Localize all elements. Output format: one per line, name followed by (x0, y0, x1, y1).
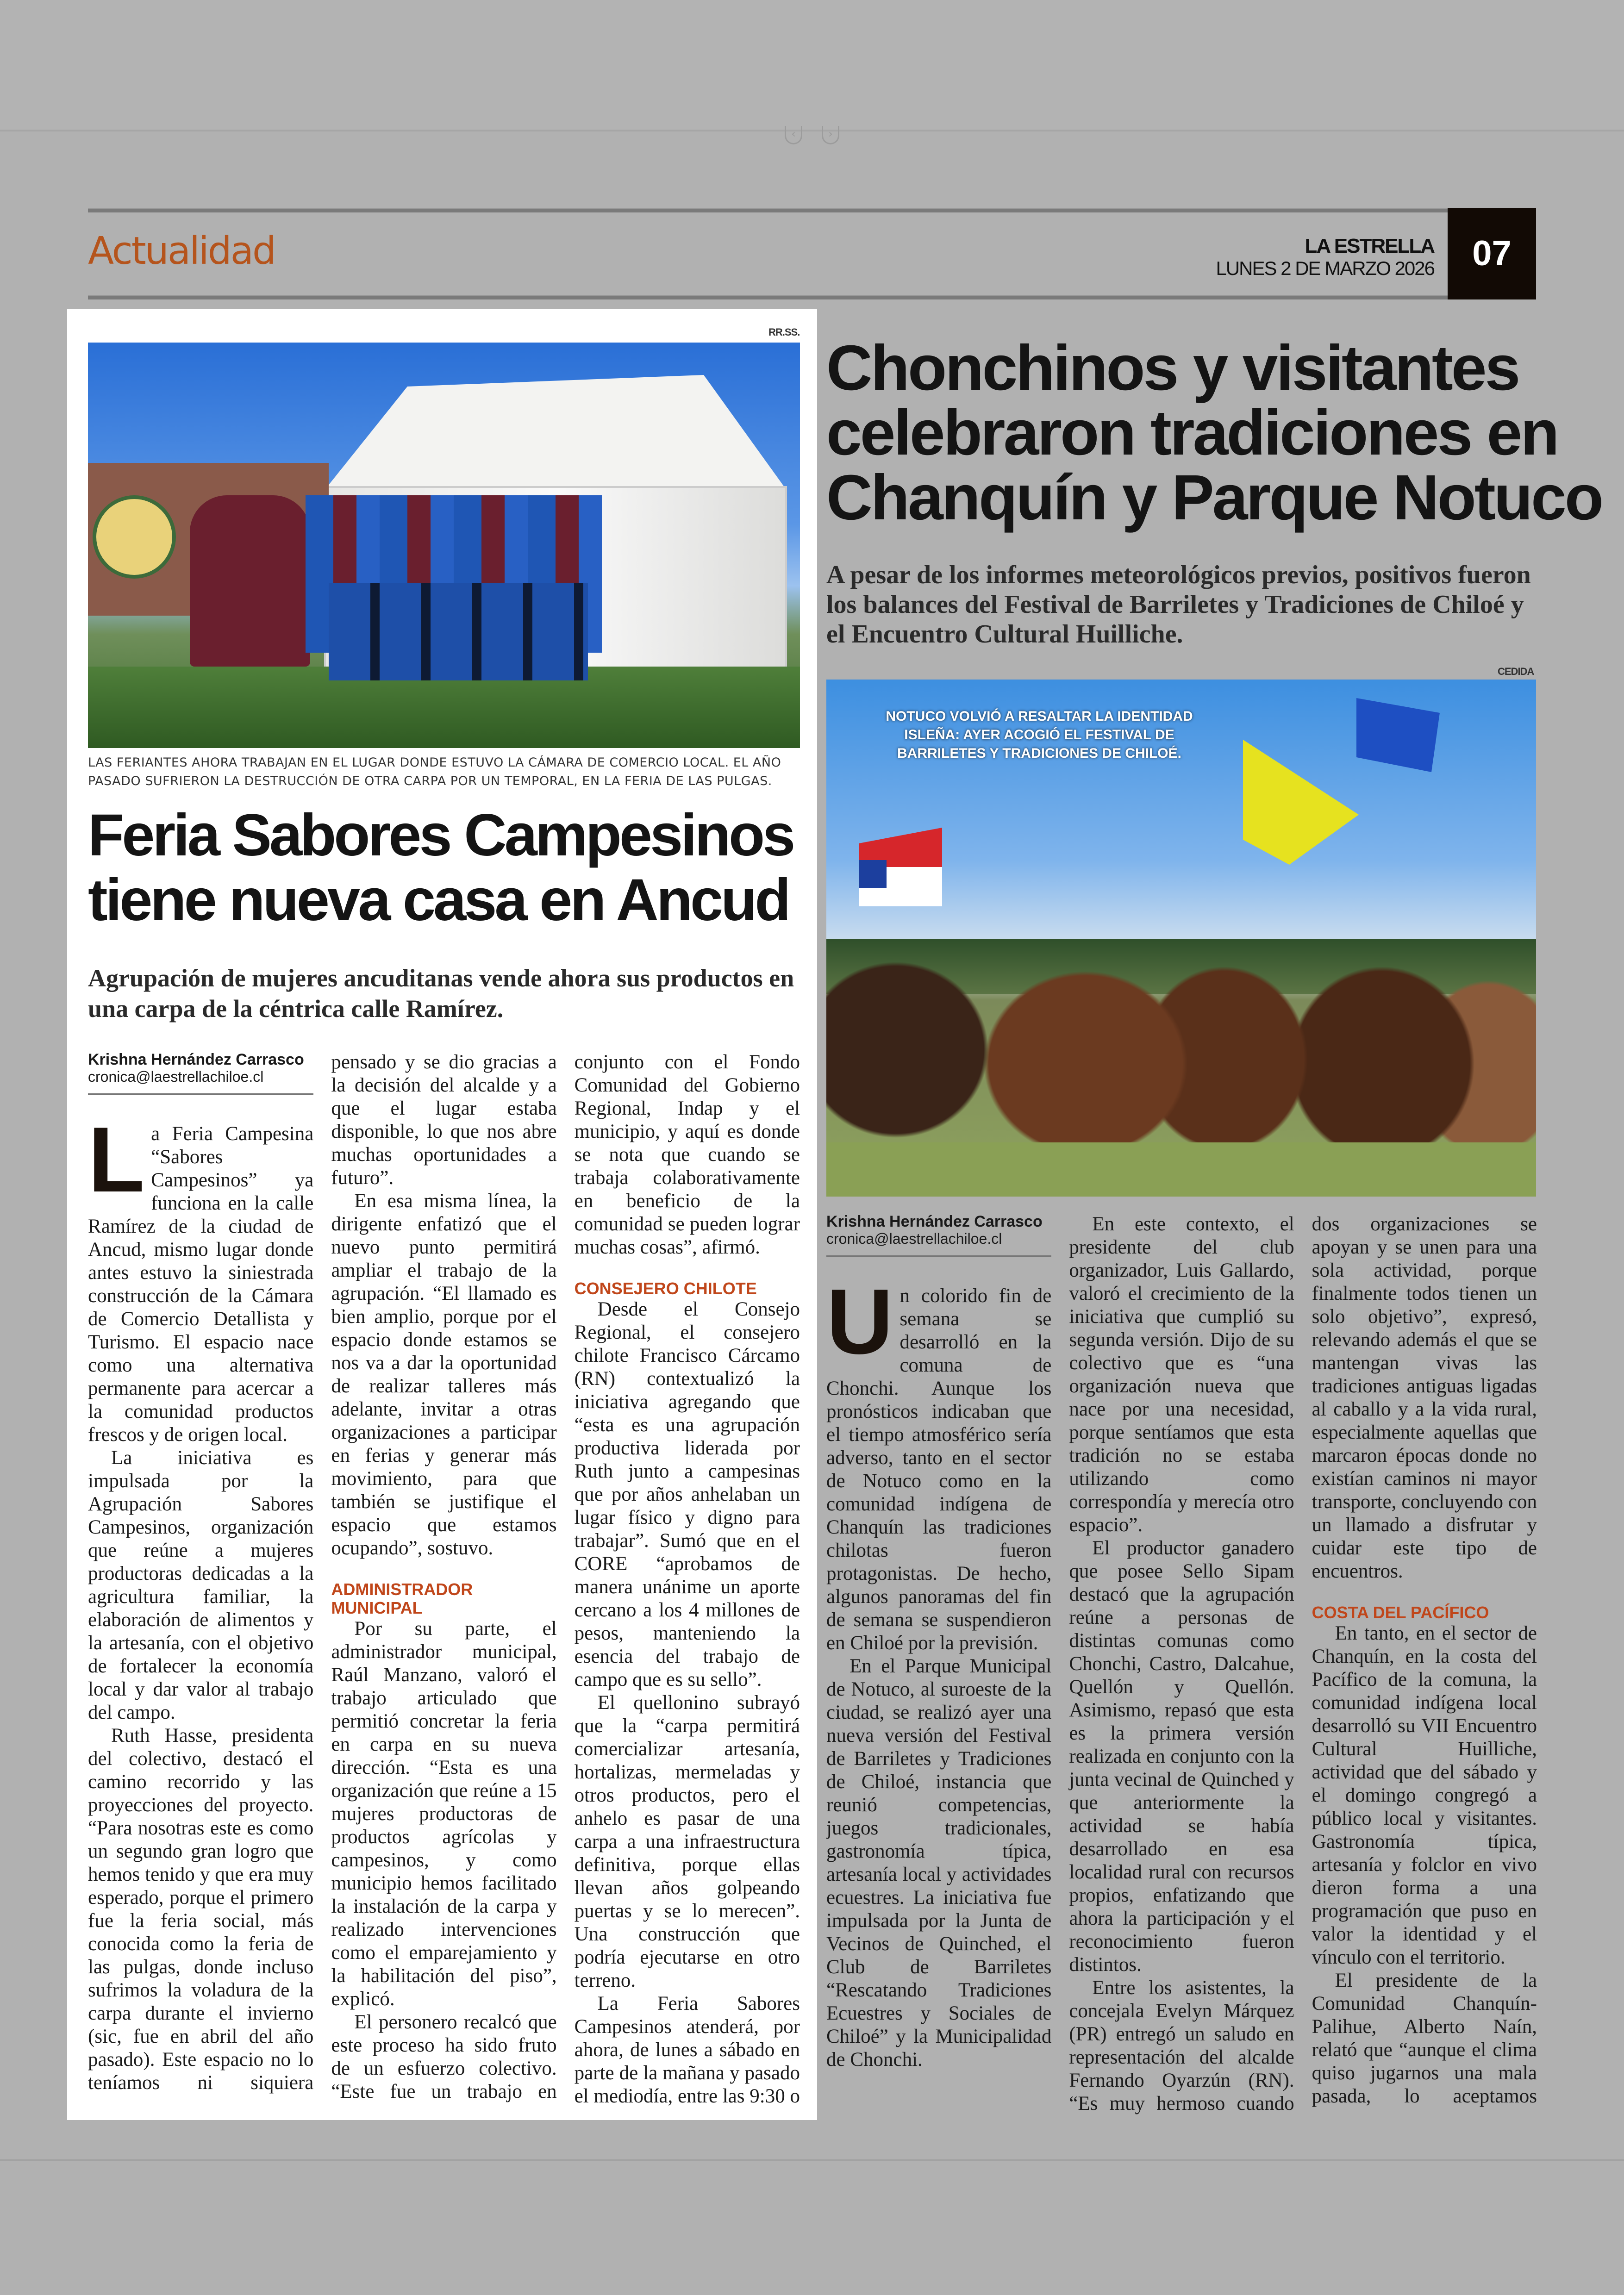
header-bottom-rule (88, 295, 1448, 299)
article-headline (88, 803, 793, 933)
paragraph-text: CONSEJERO CHILOTE (574, 1279, 757, 1298)
paragraph-text: El personero recalcó que este proceso ha sido fruto de un esfuerzo colectivo. “Este fue un trabajo en conjunto con el Fondo Comunidad del Gobierno Regional, Indap y el municipio, y aquí es donde se nota que cuando se trabaja colaborativamente en beneficio de la comunidad se pueden lograr muchas cosas”, afirmó. (331, 1051, 800, 2102)
subheading (575, 1279, 800, 1298)
masthead (1216, 235, 1434, 280)
page-number: 07 (1448, 208, 1536, 299)
byline (826, 1213, 1051, 1257)
previous-page-button[interactable] (785, 126, 802, 144)
photo-credit: RR.SS. (768, 326, 800, 338)
paragraph (1312, 1622, 1537, 1969)
paragraph (826, 1655, 1051, 2071)
article-deck: A pesar de los informes meteorológicos previos, positivos fueron los balances del Festival de Barriletes y Tradiciones de Chiloé y el Encuentro Cultural Huilliche. (826, 561, 1531, 649)
article-body (88, 1051, 800, 2115)
photo-overlay-text: NOTUCO VOLVIÓ A RESALTAR LA IDENTIDAD ISLEÑA: AYER ACOGIÓ EL FESTIVAL DE BARRILETES Y TRADICIONES DE CHILOÉ. (886, 709, 1193, 761)
subheading (331, 1580, 556, 1617)
author-name: Krishna Hernández Carrasco (826, 1213, 1043, 1230)
header-top-rule (88, 208, 1448, 212)
paragraph-text: ADMINISTRADOR MUNICIPAL (331, 1580, 473, 1617)
subheading (1312, 1603, 1537, 1622)
paragraph (88, 1447, 313, 1724)
paragraph-text: En el Parque Municipal de Notuco, al suroeste de la ciudad, se realizó ayer una nueva versión del Festival de Barriletes y Tradiciones de Chiloé, instancia que reunió competencias, juegos tradicionales, gastronomía típica, artesanía local y actividades ecuestres. La iniciativa fue impulsada por la Junta de Vecinos de Quinched, el Club de Barriletes “Rescatando Tradiciones Ecuestres y Sociales de Chiloé” y la Municipalidad de Chonchi. (826, 1655, 1052, 2070)
headline-line-1: Feria Sabores Campesinos (88, 802, 793, 868)
photo-caption: LAS FERIANTES AHORA TRABAJAN EN EL LUGAR DONDE ESTUVO LA CÁMARA DE COMERCIO LOCAL. EL AÑO PASADO SUFRIERON LA DESTRUCCIÓN DE OTRA CARPA POR UN TEMPORAL, EN LA FERIA DE LAS PULGAS. (88, 755, 781, 788)
byline (88, 1051, 313, 1095)
article-deck: Agrupación de mujeres ancuditanas vende ahora sus productos en una carpa de la céntrica calle Ramírez. (88, 964, 794, 1023)
paragraph-text: En este contexto, el presidente del club organizador, Luis Gallardo, valoró el crecimiento de la iniciativa que cumplió su segunda versión. Dijo de su colectivo que es “una organización nueva que nace por una necesidad, porque sentíamos que esta tradición no se estaba utilizando como correspondía y merecía otro espacio”. (1069, 1213, 1294, 1536)
viewer-top-band (0, 0, 1624, 131)
paragraph (331, 1617, 556, 2011)
author-email[interactable]: cronica@laestrellachiloe.cl (88, 1068, 264, 1085)
paragraph-text: a Feria Campesina “Sabores Campesinos” ya funciona en la calle Ramírez de la ciudad de Ancud, mismo lugar donde antes estuvo la siniestrada construcción de la Cámara de Comercio Detallista y Turismo. El espacio nace como una alternativa permanente para acercar a la comunidad productos frescos y de origen local. (88, 1123, 314, 1446)
headline-line-3: Chanquín y Parque Notuco (826, 462, 1602, 533)
headline-line-2: tiene nueva casa en Ancud (88, 867, 789, 933)
paragraph-text: El productor ganadero que posee Sello Sipam destacó que la agrupación reúne a personas de distintas comunas como Chonchi, Castro, Dalcahue, Quellón y Quellón. Asimismo, repasó que esta es la primera versión realizada en conjunto con la junta vecinal de Quinched y que anteriormente la actividad se había desarrollado en esa localidad rural con recursos propios, enfatizando que ahora la participación y el reconocimiento fueron distintos. (1069, 1537, 1294, 1976)
paragraph-text: La iniciativa es impulsada por la Agrupación Sabores Campesinos, organización que reúne a mujeres productoras dedicadas a la agricultura familiar, la elaboración de alimentos y la artesanía, con el objetivo de fortalecer la economía local y dar valor al trabajo del campo. (88, 1447, 314, 1723)
paragraph (1069, 1213, 1294, 1537)
page-bottom-edge (0, 2159, 1624, 2161)
article-body (826, 1213, 1537, 2115)
section-title: Actualidad (88, 229, 275, 273)
author-email[interactable]: cronica@laestrellachiloe.cl (826, 1230, 1002, 1247)
issue-date: LUNES 2 DE MARZO 2026 (1216, 257, 1434, 279)
paragraph (331, 1190, 556, 1560)
headline-line-1: Chonchinos y visitantes (826, 332, 1519, 404)
paragraph (88, 1108, 314, 1447)
drop-cap: U (826, 1270, 893, 1373)
paragraph-text: COSTA DEL PACÍFICO (1312, 1603, 1489, 1622)
paragraph-text: El quellonino subrayó que la “carpa permitirá comercializar artesanía, hortalizas, mermeladas y otros productos, pero el anhelo es pasar de una carpa a una infraestructura definitiva, porque ellas llevan años golpeando puertas y se lo merecen”. Una construcción que podría ejecutarse en otro terreno. (574, 1692, 800, 1991)
photo-credit: CEDIDA (1498, 666, 1534, 677)
paragraph (1069, 1537, 1294, 1977)
chevron-right-icon: › (828, 127, 833, 140)
paragraph-text: En esa misma línea, la dirigente enfatizó que el nuevo punto permitirá ampliar el trabajo de la agrupación. “El llamado es bien amplio, porque por el espacio donde estamos se nos va a dar la oportunidad de realizar talleres más adelante, invitar a otras organizaciones a participar en ferias y generar más movimiento, para que también se justifique el espacio que estamos ocupando”, sostuvo. (331, 1190, 557, 1559)
paragraph-text: Desde el Consejo Regional, el consejero chilote Francisco Cárcamo (RN) contextualizó la iniciativa agregando que “esta es una agrupación productiva liderada por Ruth junto a campesinas que por años anhelaban un lugar físico y digno para trabajar”. Sumó que en el CORE “aprobamos de manera unánime un aporte cercano a los 4 millones de pesos, manteniendo la esencia del trabajo de campo que es su sello”. (574, 1298, 800, 1690)
author-name: Krishna Hernández Carrasco (88, 1051, 304, 1068)
paragraph (826, 1270, 1052, 1655)
paragraph (575, 1298, 800, 1691)
headline-line-2: celebraron tradiciones en (826, 397, 1558, 468)
paragraph-text: Entre los asistentes, la concejala Evelyn Márquez (PR) entregó un saludo en representación del alcalde Fernando Oyarzún (RN). “Es muy hermoso cuando dos organizaciones se apoyan y se unen para una sola actividad, porque finalmente todos tienen un solo objetivo”, expresó, relevando además el que se mantengan vivas las tradiciones antiguas ligadas al caballo y a la vida rural, especialmente aquellas que marcaron épocas donde no existían caminos ni mayor transporte, concluyendo con un llamado a disfrutar y cuidar este tipo de encuentros. (1069, 1213, 1537, 2114)
paragraph-text: n colorido fin de semana se desarrolló en la comuna de Chonchi. Aunque los pronósticos indicaban que el tiempo atmosférico sería adverso, tanto en el sector de Notuco como en la comunidad indígena de Chanquín las tradiciones chilotas fueron protagonistas. De hecho, algunos panoramas del fin de semana se suspendieron en Chiloé por la previsión. (826, 1285, 1052, 1654)
drop-cap: L (88, 1108, 145, 1211)
chevron-left-icon: ‹ (791, 127, 796, 140)
paragraph (575, 1691, 800, 1992)
paragraph-text: La Feria Sabores Campesinos atenderá, por ahora, de lunes a sábado en parte de la mañana y pasado el mediodía, entre las 9:30 o (574, 1993, 800, 2107)
newspaper-name: LA ESTRELLA (1305, 235, 1434, 257)
paragraph-text: Por su parte, el administrador municipal, Raúl Manzano, valoró el trabajo articulado que permitió concretar la feria en carpa en su nueva dirección. “Esta es una organización que reúne a 15 mujeres productoras de productos agrícolas y campesinos, y como municipio hemos facilitado la instalación de la carpa y realizado intervenciones como el emparejamiento y la habilitación del piso”, explicó. (331, 1618, 557, 2010)
feria-photo (88, 343, 800, 748)
article-headline (826, 332, 1602, 533)
paragraph-text: El presidente de la Comunidad Chanquín-Palihue, Alberto Naín, relató que “aunque el clima quiso jugarnos una mala pasada, lo aceptamos (1312, 1970, 1537, 2107)
next-page-button[interactable] (822, 126, 839, 144)
paragraph-text: En tanto, en el sector de Chanquín, en la costa del Pacífico de la comuna, la comunidad indígena local desarrolló su VII Encuentro Cultural Huilliche, actividad que del sábado y el domingo congregó a público local y visitantes. Gastronomía típica, artesanía y folclor en vivo dieron forma a una programación que puso en valor la identidad y el vínculo con el territorio. (1312, 1622, 1537, 1968)
paragraph-text: Ruth Hasse, presidenta del colectivo, destacó el camino recorrido y las proyecciones del proyecto. “Para nosotras este es como un segundo gran logro que hemos tenido y que era muy esperado, porque el primero fue la feria social, más conocida como la feria de las pulgas, donde incluso sufrimos la voladura de la carpa durante el invierno (sic, fue en abril del año pasado). Este espacio no lo teníamos ni siquiera pensado y se dio gracias a la decisión del alcalde y a que el lugar estaba disponible, lo que nos abre muchas oportunidades a futuro”. (88, 1051, 557, 2094)
festival-photo (826, 680, 1536, 1197)
